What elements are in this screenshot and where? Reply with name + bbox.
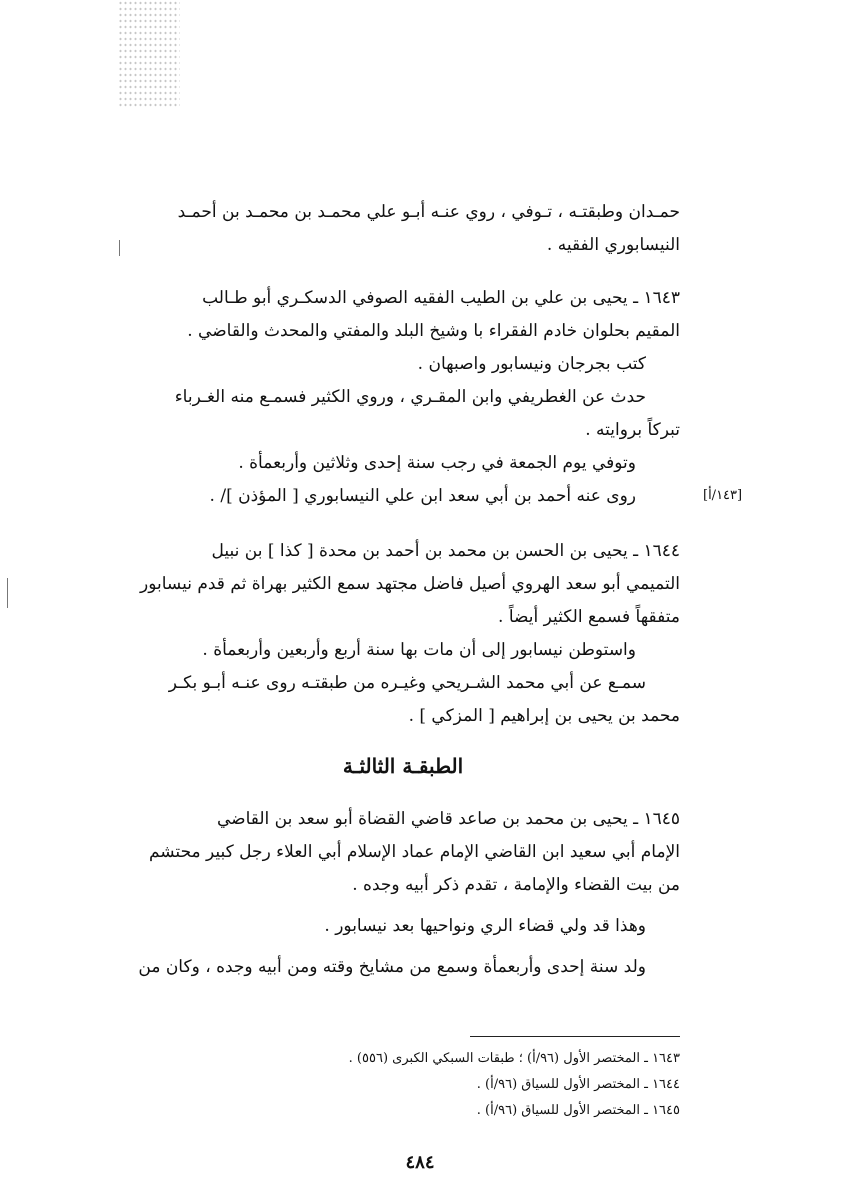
text-line: حدث عن الغطريفي وابن المقـري ، وروي الكثير فسمـع منه الغـرباء [174, 387, 646, 407]
text-line: المقيم بحلوان خادم الفقراء با وشيخ البلد والمفتي والمحدث والقاضي . [187, 321, 680, 341]
text-line: الإمام أبي سعيد ابن القاضي الإمام عماد الإسلام أبي العلاء رجل كبير محتشم [148, 842, 680, 862]
text-line: النيسابوري الفقيه . [546, 235, 680, 255]
margin-mark [119, 240, 120, 256]
text-line: وهذا قد ولي قضاء الري ونواحيها بعد نيسابور . [324, 916, 646, 936]
section-heading: الطبقـة الثالثـة [342, 754, 464, 778]
text-line: تبركاً بروايته . [585, 420, 680, 440]
text-line: واستوطن نيسابور إلى أن مات بها سنة أربع وأربعين وأربعمأة . [202, 640, 636, 660]
footnote: ١٦٤٤ ـ المختصر الأول للسياق (٩٦/أ) . [476, 1077, 680, 1092]
entry-1645 [126, 803, 680, 984]
text-line: من بيت القضاء والإمامة ، تقدم ذكر أبيه وجده . [352, 875, 680, 895]
manuscript-folio-note: [١٤٣/أ] [703, 488, 743, 503]
text-line: ١٦٤٣ ـ يحيى بن علي بن الطيب الفقيه الصوفي الدسكـري أبو طـالب [202, 288, 680, 308]
text-line: محمد بن يحيى بن إبراهيم [ المزكي ] . [408, 706, 680, 726]
text-line: سمـع عن أبي محمد الشـريحي وغيـره من طبقتـه روى عنـه أبـو بكـر [168, 673, 646, 693]
footnotes [126, 1046, 680, 1124]
text-line: روى عنه أحمد بن أبي سعد ابن علي النيسابوري [ المؤذن ]/ . [209, 486, 636, 506]
text-line: كتب بجرجان ونيسابور واصبهان . [417, 354, 646, 374]
text-line: ١٦٤٥ ـ يحيى بن محمد بن صاعد قاضي القضاة أبو سعد بن القاضي [216, 809, 680, 829]
text-line: ١٦٤٤ ـ يحيى بن الحسن بن محمد بن أحمد بن محدة [ كذا ] بن نبيل [211, 541, 680, 561]
entry-1644 [126, 535, 680, 733]
scan-speckle [118, 0, 180, 108]
margin-mark [7, 578, 8, 608]
continuation-paragraph [126, 196, 680, 262]
text-line: حمـدان وطبقتـه ، تـوفي ، روي عنـه أبـو علي محمـد بن محمـد بن أحمـد [177, 202, 680, 222]
text-line: التميمي أبو سعد الهروي أصيل فاضل مجتهد سمع الكثير بهراة ثم قدم نيسابور [140, 574, 680, 594]
text-line: متفقهاً فسمع الكثير أيضاً . [498, 607, 680, 627]
entry-1643 [126, 282, 680, 513]
footnote-divider [470, 1036, 680, 1037]
page-number: ٤٨٤ [405, 1152, 435, 1173]
text-line: ولد سنة إحدى وأربعمأة وسمع من مشايخ وقته ومن أبيه وجده ، وكان من [138, 957, 646, 977]
footnote: ١٦٤٥ ـ المختصر الأول للسياق (٩٦/أ) . [476, 1103, 680, 1118]
text-line: وتوفي يوم الجمعة في رجب سنة إحدى وثلاثين وأربعمأة . [238, 453, 636, 473]
footnote: ١٦٤٣ ـ المختصر الأول (٩٦/أ) ؛ طبقات السبكي الكبرى (٥٥٦) . [348, 1051, 680, 1066]
